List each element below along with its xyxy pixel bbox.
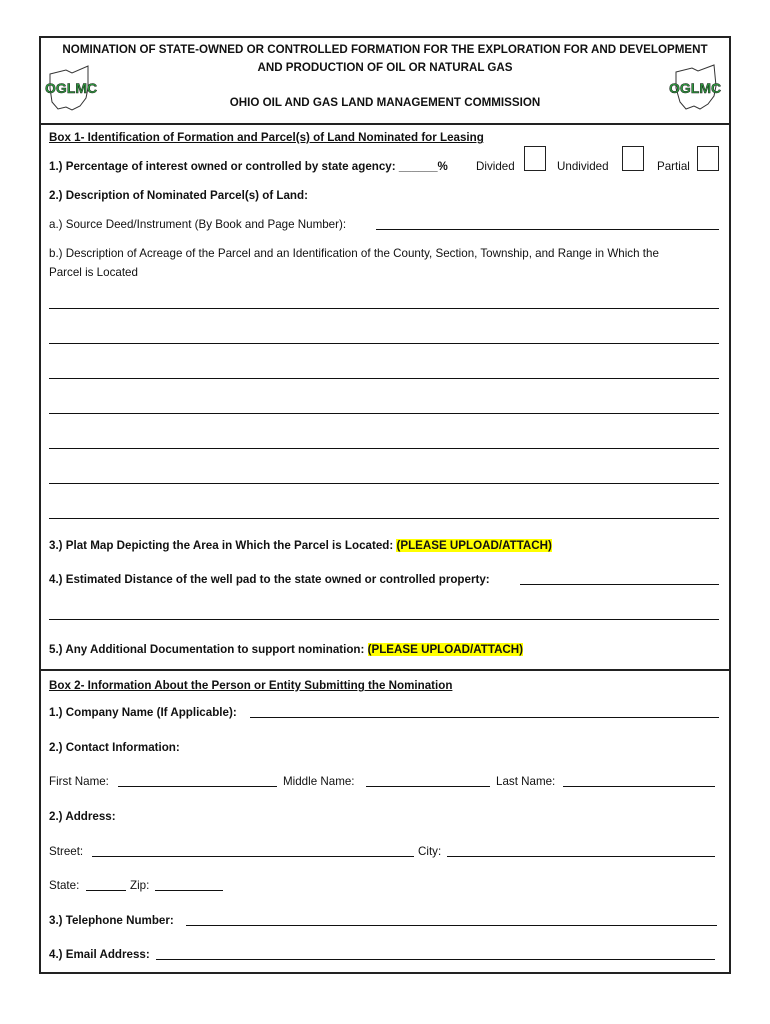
email-field[interactable]: [156, 959, 715, 960]
middle-name-label: Middle Name:: [283, 775, 355, 788]
email-label: 4.) Email Address:: [49, 948, 150, 961]
company-name-field[interactable]: [250, 717, 719, 718]
well-pad-distance-line2[interactable]: [49, 619, 719, 620]
well-pad-distance-field[interactable]: [520, 584, 719, 585]
q2a-label: a.) Source Deed/Instrument (By Book and Page Number):: [49, 218, 347, 231]
acreage-description-line[interactable]: [49, 413, 719, 414]
address-label: 2.) Address:: [49, 810, 116, 823]
middle-name-field[interactable]: [366, 786, 490, 787]
q4-label: 4.) Estimated Distance of the well pad to the state owned or controlled property:: [49, 573, 490, 586]
box-divider: [39, 669, 731, 671]
q1-label: 1.) Percentage of interest owned or controlled by state agency: ______%: [49, 160, 448, 173]
form-title-line2: AND PRODUCTION OF OIL OR NATURAL GAS: [257, 61, 513, 74]
q3-upload-note[interactable]: (PLEASE UPLOAD/ATTACH): [396, 539, 552, 552]
zip-label: Zip:: [130, 879, 150, 892]
q3-label: [49, 539, 552, 553]
acreage-description-line[interactable]: [49, 518, 719, 519]
city-label: City:: [418, 845, 442, 858]
option-partial-label: Partial: [657, 160, 690, 173]
q5-upload-note[interactable]: (PLEASE UPLOAD/ATTACH): [367, 643, 524, 656]
street-field[interactable]: [92, 856, 414, 857]
commission-name: OHIO OIL AND GAS LAND MANAGEMENT COMMISSION: [229, 96, 541, 109]
logo-text: OGLMC: [45, 80, 98, 96]
last-name-label: Last Name:: [496, 775, 556, 788]
first-name-label: First Name:: [49, 775, 109, 788]
city-field[interactable]: [447, 856, 715, 857]
acreage-description-line[interactable]: [49, 448, 719, 449]
box1-heading: Box 1- Identification of Formation and Parcel(s) of Land Nominated for Leasing: [49, 131, 484, 144]
acreage-description-line[interactable]: [49, 308, 719, 309]
last-name-field[interactable]: [563, 786, 715, 787]
option-divided-label: Divided: [476, 160, 515, 173]
box2-heading: Box 2- Information About the Person or Entity Submitting the Nomination: [49, 679, 453, 692]
zip-field[interactable]: [155, 890, 223, 891]
source-deed-field[interactable]: [376, 229, 719, 230]
q2b-label-line1: b.) Description of Acreage of the Parcel and an Identification of the County, Section, Township, and Range in Which the: [49, 247, 659, 260]
telephone-field[interactable]: [186, 925, 717, 926]
undivided-checkbox[interactable]: [622, 146, 644, 171]
q2b-label-line2: Parcel is Located: [49, 266, 138, 279]
form-title-line1: NOMINATION OF STATE-OWNED OR CONTROLLED FORMATION FOR THE EXPLORATION FOR AND DEVELOPMENT: [62, 43, 708, 56]
q5-label: [49, 643, 523, 657]
divided-checkbox[interactable]: [524, 146, 546, 171]
partial-checkbox[interactable]: [697, 146, 719, 171]
logo-text: OGLMC: [669, 80, 722, 96]
form-frame: [39, 36, 731, 974]
option-undivided-label: Undivided: [557, 160, 609, 173]
contact-info-label: 2.) Contact Information:: [49, 741, 180, 754]
q3-text: 3.) Plat Map Depicting the Area in Which the Parcel is Located:: [49, 539, 394, 552]
acreage-description-line[interactable]: [49, 343, 719, 344]
q2-label: 2.) Description of Nominated Parcel(s) of Land:: [49, 189, 308, 202]
header-divider: [39, 123, 731, 125]
telephone-label: 3.) Telephone Number:: [49, 914, 174, 927]
company-name-label: 1.) Company Name (If Applicable):: [49, 706, 237, 719]
state-label: State:: [49, 879, 80, 892]
acreage-description-line[interactable]: [49, 483, 719, 484]
q5-text: 5.) Any Additional Documentation to support nomination:: [49, 643, 365, 656]
street-label: Street:: [49, 845, 84, 858]
state-field[interactable]: [86, 890, 126, 891]
first-name-field[interactable]: [118, 786, 277, 787]
acreage-description-line[interactable]: [49, 378, 719, 379]
